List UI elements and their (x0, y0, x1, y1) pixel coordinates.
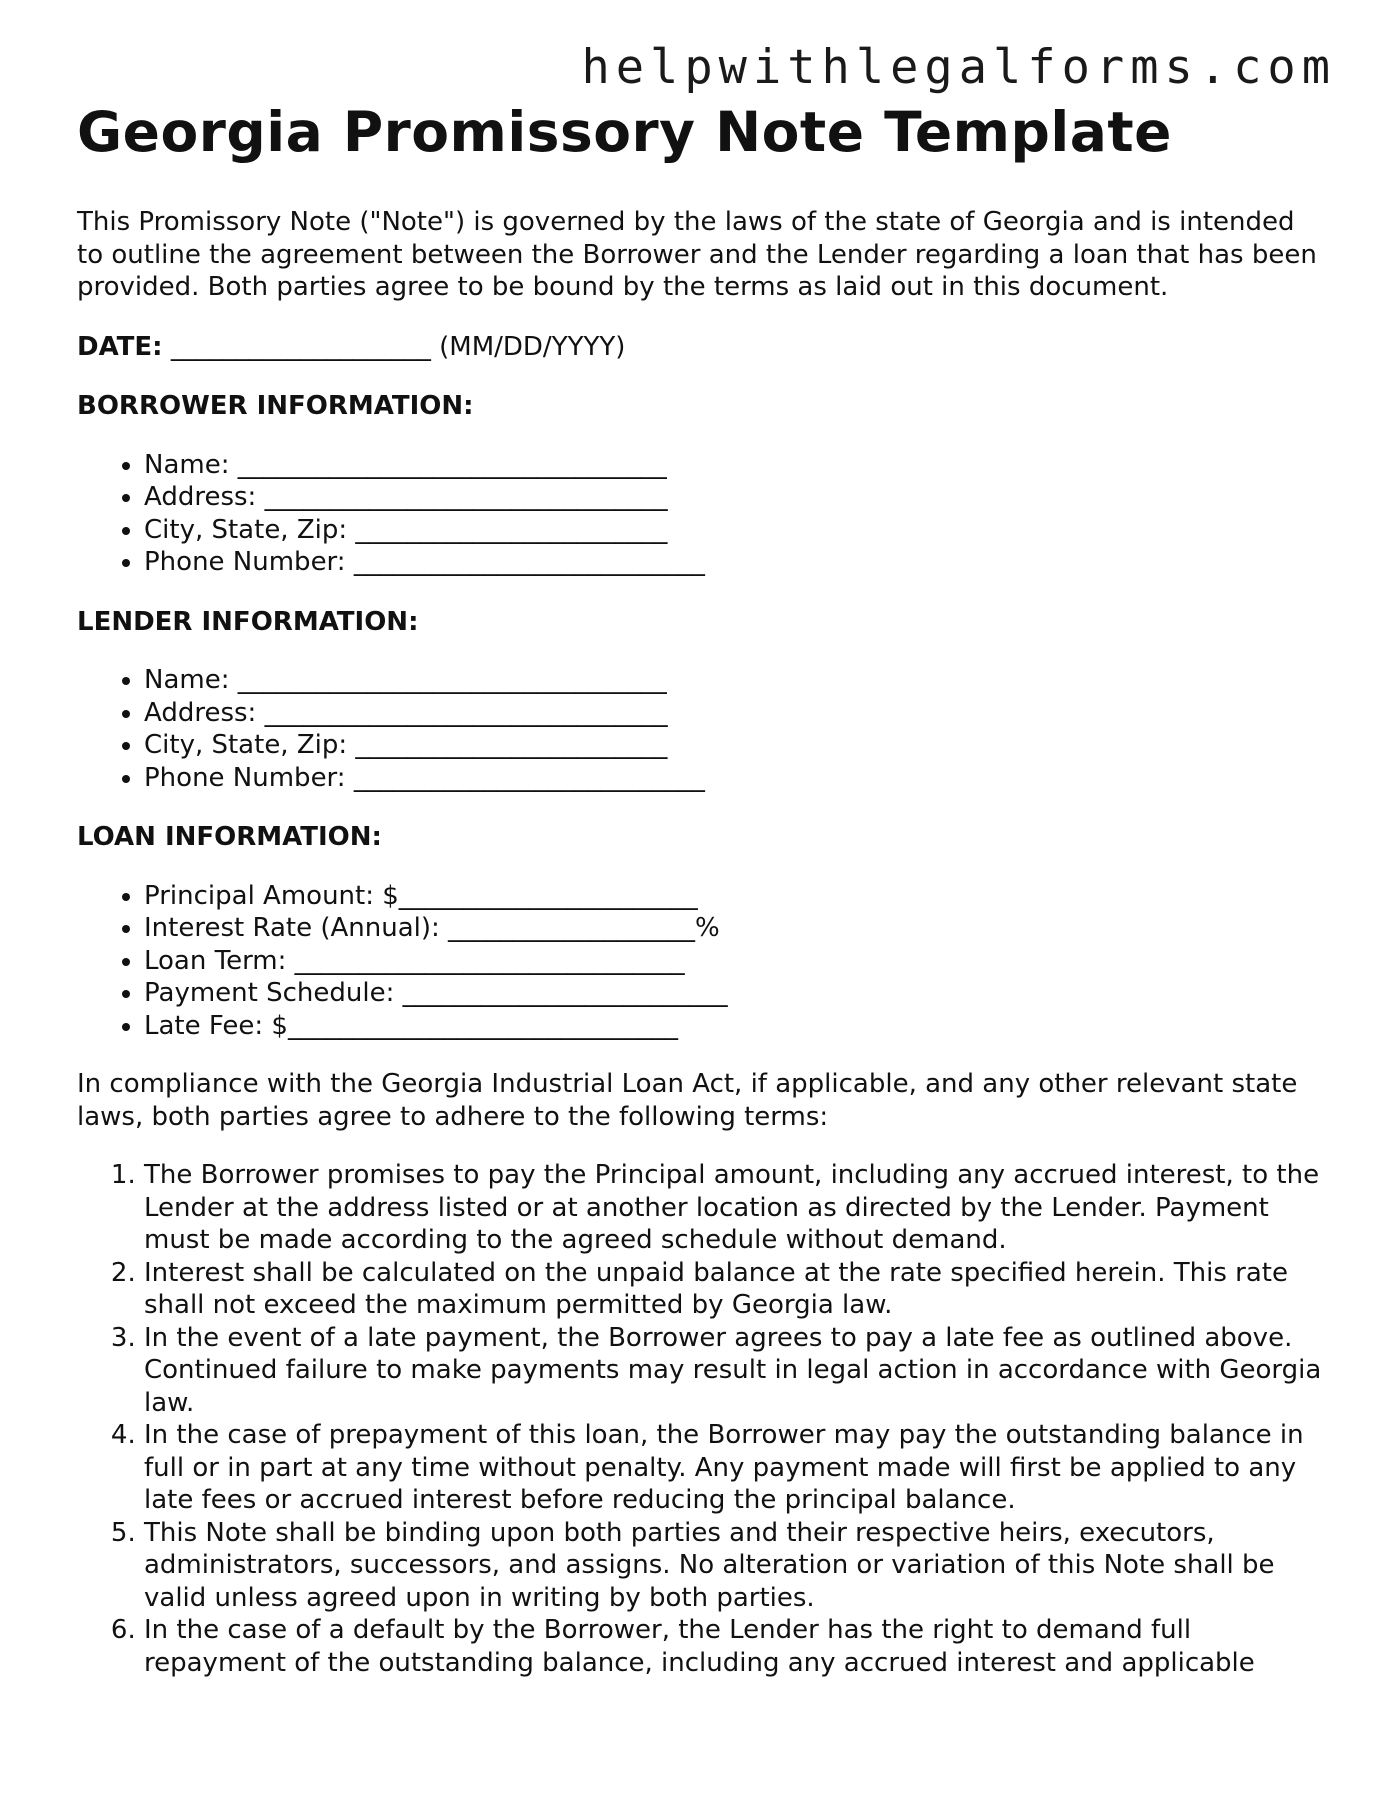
loan-term-field[interactable]: • Loan Term: ______________________________ (144, 945, 1327, 978)
borrower-name-field[interactable]: • Name: _________________________________ (144, 449, 1327, 482)
lender-city-state-zip-field[interactable]: • City, State, Zip: ________________________ (144, 729, 1327, 762)
borrower-phone-field[interactable]: • Phone Number: ___________________________ (144, 546, 1327, 579)
loan-heading: LOAN INFORMATION: (77, 822, 382, 852)
page-title: Georgia Promissory Note Template (77, 100, 1172, 164)
term-item: 6. In the case of a default by the Borrower, the Lender has the right to demand full repayment of the outstanding balance, including any accrued interest and applicable (144, 1614, 1327, 1679)
borrower-heading: BORROWER INFORMATION: (77, 391, 474, 421)
payment-schedule-field[interactable]: • Payment Schedule: _________________________ (144, 977, 1327, 1010)
terms-list (77, 1159, 1327, 1679)
borrower-address-field[interactable]: • Address: _______________________________ (144, 481, 1327, 514)
interest-rate-field[interactable]: • Interest Rate (Annual): ___________________% (144, 912, 1327, 945)
date-label: DATE: (77, 331, 163, 362)
borrower-fields (77, 449, 1327, 579)
lender-address-field[interactable]: • Address: _______________________________ (144, 697, 1327, 730)
lender-phone-field[interactable]: • Phone Number: ___________________________ (144, 762, 1327, 795)
lender-heading: LENDER INFORMATION: (77, 606, 419, 637)
borrower-city-state-zip-field[interactable]: • City, State, Zip: ________________________ (144, 514, 1327, 547)
lender-fields (77, 664, 1327, 794)
lender-name-field[interactable]: • Name: _________________________________ (144, 664, 1327, 697)
term-item: 2. Interest shall be calculated on the unpaid balance at the rate specified herein. This rate shall not exceed the maximum permitted by Georgia law. (144, 1257, 1327, 1322)
date-blank[interactable]: ____________________ (170, 331, 431, 362)
term-item: 5. This Note shall be binding upon both parties and their respective heirs, executors, administrators, successors, and assigns. No alteration or variation of this Note shall be valid unless agreed upon in writing by both parties. (144, 1517, 1327, 1615)
term-item: 1. The Borrower promises to pay the Principal amount, including any accrued interest, to the Lender at the address listed or at another location as directed by the Lender. Payment must be made according to the agreed schedule without demand. (144, 1159, 1327, 1257)
principal-amount-field[interactable]: • Principal Amount: $_______________________ (144, 880, 1327, 913)
late-fee-field[interactable]: • Late Fee: $______________________________ (144, 1010, 1327, 1043)
intro-paragraph: This Promissory Note ("Note") is governed by the laws of the state of Georgia and is intended to outline the agreement between the Borrower and the Lender regarding a loan that has been provided. Both parties agree to be bound by the terms as laid out in this document. (77, 207, 1317, 302)
document-page (77, 96, 1327, 1679)
term-item: 4. In the case of prepayment of this loan, the Borrower may pay the outstanding balance in full or in part at any time without penalty. Any payment made will first be applied to any late fees or accrued interest before reducing the principal balance. (144, 1419, 1327, 1517)
date-line (77, 331, 1327, 364)
compliance-paragraph: In compliance with the Georgia Industrial Loan Act, if applicable, and any other relevant state laws, both parties agree to adhere to the following terms: (77, 1069, 1298, 1132)
loan-fields (77, 880, 1327, 1043)
term-item: 3. In the event of a late payment, the Borrower agrees to pay a late fee as outlined above. Continued failure to make payments may result in legal action in accordance with Georgia law. (144, 1322, 1327, 1420)
site-watermark: helpwithlegalforms.com (581, 40, 1336, 95)
date-format: (MM/DD/YYYY) (439, 331, 626, 362)
